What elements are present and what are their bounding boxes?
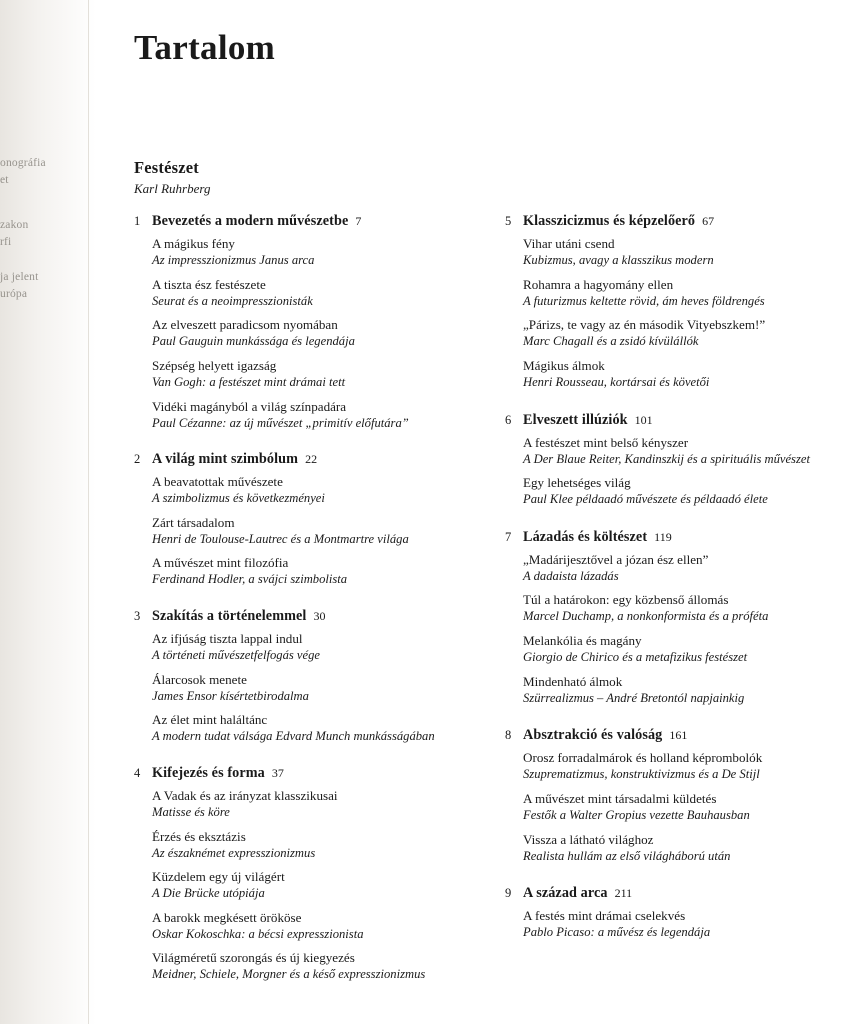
toc-chapter-title: A század arca <box>523 885 608 902</box>
toc-chapter-title: Elveszett illúziók <box>523 411 628 428</box>
bleed-text-line-3: zakon <box>0 219 29 231</box>
toc-chapter-page-number: 22 <box>305 452 318 467</box>
toc-entry[interactable] <box>523 632 834 666</box>
toc-entry[interactable] <box>523 673 834 707</box>
toc-entry-title: A művészet mint társadalmi küldetés <box>523 790 717 806</box>
section-header <box>134 158 464 197</box>
toc-entry-subtitle: Henri de Toulouse-Lautrec és a Montmartre világa <box>152 531 409 546</box>
toc-entry-list <box>505 551 834 707</box>
toc-entry-list <box>134 473 463 588</box>
toc-entry[interactable] <box>152 787 463 821</box>
toc-entry-list <box>505 907 834 941</box>
toc-entry-title: Melankólia és magány <box>523 633 642 648</box>
toc-columns <box>134 212 834 1002</box>
toc-entry-title: Érzés és eksztázis <box>152 828 246 844</box>
toc-entry-title: Szépség helyett igazság <box>152 357 277 373</box>
toc-entry-subtitle: A modern tudat válsága Edvard Munch munkásságában <box>152 729 435 744</box>
toc-chapter-header[interactable] <box>134 764 463 782</box>
toc-entry[interactable] <box>152 473 463 507</box>
section-author: Karl Ruhrberg <box>134 181 211 196</box>
toc-entry-list <box>134 630 463 745</box>
toc-chapter-number: 4 <box>134 765 141 780</box>
toc-chapter[interactable] <box>505 528 834 707</box>
toc-chapter[interactable] <box>134 607 463 745</box>
bleed-text-line-2: et <box>0 174 9 186</box>
toc-entry-title: Túl a határokon: egy közbenső állomás <box>523 592 729 608</box>
toc-entry-title: Vissza a látható világhoz <box>523 831 654 847</box>
toc-chapter-page-number: 161 <box>669 728 688 743</box>
toc-entry-title: Rohamra a hagyomány ellen <box>523 276 674 292</box>
toc-entry-title: Küzdelem egy új világért <box>152 869 285 885</box>
toc-entry[interactable] <box>523 316 834 350</box>
toc-entry[interactable] <box>152 909 463 943</box>
toc-entry[interactable] <box>152 554 463 588</box>
page-edge-line <box>88 0 89 1024</box>
toc-entry[interactable] <box>523 591 834 625</box>
toc-chapter-title: Klasszicizmus és képzelőerő <box>523 213 696 229</box>
toc-entry[interactable] <box>152 235 463 269</box>
toc-entry-subtitle: A történeti művészetfelfogás vége <box>152 648 320 663</box>
toc-chapter-number: 6 <box>505 412 512 427</box>
toc-entry-subtitle: Realista hullám az első világháború után <box>523 848 731 863</box>
toc-entry-subtitle: Henri Rousseau, kortársai és követői <box>523 374 710 389</box>
toc-entry-subtitle: Van Gogh: a festészet mint drámai tett <box>152 374 346 389</box>
toc-entry-title: Orosz forradalmárok és holland képrombolók <box>523 750 763 766</box>
toc-chapter[interactable] <box>134 764 463 983</box>
toc-entry-subtitle: A futurizmus keltette rövid, ám heves földrengés <box>523 293 765 308</box>
toc-entry[interactable] <box>152 671 463 705</box>
toc-chapter[interactable] <box>134 450 463 588</box>
toc-chapter-header[interactable] <box>505 528 834 546</box>
toc-entry-subtitle: James Ensor kísértetbirodalma <box>152 688 309 703</box>
toc-entry-subtitle: Oskar Kokoschka: a bécsi expresszionista <box>152 926 364 941</box>
toc-entry-title: Egy lehetséges világ <box>523 475 631 491</box>
toc-column-right <box>505 212 834 1002</box>
toc-entry-title: A festés mint drámai cselekvés <box>523 908 686 924</box>
toc-entry-subtitle: Az impresszionizmus Janus arca <box>152 253 315 268</box>
toc-entry-title: A barokk megkésett örököse <box>152 909 302 925</box>
toc-chapter-title: Bevezetés a modern művészetbe <box>152 213 349 229</box>
toc-entry-title: Az ifjúság tiszta lappal indul <box>152 631 303 646</box>
toc-entry[interactable] <box>152 316 463 350</box>
toc-chapter-header[interactable] <box>505 411 834 429</box>
toc-entry-subtitle: Ferdinand Hodler, a svájci szimbolista <box>152 572 348 587</box>
toc-entry[interactable] <box>152 828 463 862</box>
toc-entry-title: A festészet mint belső kényszer <box>523 434 689 450</box>
toc-entry-subtitle: Marc Chagall és a zsidó kívülállók <box>523 334 699 349</box>
toc-chapter-title: Szakítás a történelemmel <box>152 608 307 624</box>
toc-chapter-page-number: 119 <box>654 529 672 544</box>
toc-entry-subtitle: Meidner, Schiele, Morgner és a késő expresszionizmus <box>152 967 426 982</box>
bleed-text-line-5: ja jelent <box>0 271 39 283</box>
page-title: Tartalom <box>134 28 276 67</box>
toc-entry[interactable] <box>523 235 834 269</box>
toc-entry[interactable] <box>152 514 463 548</box>
page-gutter-shading <box>0 0 96 1024</box>
toc-entry-subtitle: A Der Blaue Reiter, Kandinszkij és a spirituális művészet <box>523 451 810 466</box>
toc-entry[interactable] <box>523 790 834 824</box>
toc-entry[interactable] <box>523 907 834 941</box>
toc-chapter-page-number: 101 <box>634 412 653 427</box>
toc-entry-subtitle: Paul Klee példaadó művészete és példaadó élete <box>523 492 768 507</box>
toc-entry[interactable] <box>523 276 834 310</box>
bleed-text-line-1: onográfia <box>0 157 46 169</box>
toc-entry-title: „Madárijesztővel a józan ész ellen” <box>523 551 709 567</box>
toc-entry-subtitle: Kubizmus, avagy a klasszikus modern <box>523 253 714 268</box>
toc-entry-subtitle: A szimbolizmus és következményei <box>152 491 325 506</box>
toc-chapter[interactable] <box>505 726 834 864</box>
bleed-text-line-4: rfi <box>0 236 12 248</box>
toc-entry[interactable] <box>523 831 834 865</box>
toc-entry[interactable] <box>152 398 463 432</box>
toc-column-left <box>134 212 463 1002</box>
toc-entry-list <box>505 749 834 864</box>
toc-entry[interactable] <box>152 276 463 310</box>
toc-entry-title: Az élet mint haláltánc <box>152 712 268 728</box>
toc-entry-title: A beavatottak művészete <box>152 474 283 490</box>
toc-entry-subtitle: Festők a Walter Gropius vezette Bauhausban <box>523 807 750 822</box>
toc-entry-subtitle: Szürrealizmus – André Bretontól napjainkig <box>523 690 745 705</box>
toc-entry-subtitle: Paul Gauguin munkássága és legendája <box>152 334 355 349</box>
toc-entry-list <box>505 235 834 391</box>
bleed-text-line-6: urópa <box>0 288 28 300</box>
toc-entry-list <box>134 787 463 983</box>
toc-chapter-header[interactable] <box>505 726 834 744</box>
toc-chapter[interactable] <box>505 884 834 941</box>
toc-chapter-number: 7 <box>505 529 512 544</box>
toc-chapter[interactable] <box>505 212 834 391</box>
toc-entry-subtitle: A dadaista lázadás <box>523 568 619 583</box>
toc-entry[interactable] <box>523 434 834 468</box>
section-title: Festészet <box>134 158 200 177</box>
toc-chapter-page-number: 7 <box>355 214 362 228</box>
toc-entry[interactable] <box>152 868 463 902</box>
toc-chapter-header[interactable] <box>134 607 463 625</box>
toc-entry-subtitle: Giorgio de Chirico és a metafizikus festészet <box>523 650 748 665</box>
toc-entry-title: A Vadak és az irányzat klasszikusai <box>152 787 338 803</box>
toc-chapter-header[interactable] <box>505 884 834 902</box>
toc-chapter-number: 2 <box>134 452 141 467</box>
toc-chapter-title: Absztrakció és valóság <box>523 727 663 744</box>
toc-entry-title: A művészet mint filozófia <box>152 555 289 571</box>
toc-chapter-title: Lázadás és költészet <box>523 528 648 545</box>
toc-entry-subtitle: Paul Cézanne: az új művészet „primitív előfutára” <box>152 415 409 430</box>
toc-entry-title: A tiszta ész festészete <box>152 276 266 292</box>
toc-entry-title: A mágikus fény <box>152 236 235 251</box>
toc-entry[interactable] <box>152 630 463 664</box>
toc-page <box>96 0 864 1024</box>
toc-chapter-number: 5 <box>505 214 512 228</box>
toc-entry-subtitle: Marcel Duchamp, a nonkonformista és a próféta <box>523 609 769 624</box>
toc-chapter-header[interactable] <box>134 212 463 230</box>
toc-entry[interactable] <box>523 357 834 391</box>
toc-entry-title: Az elveszett paradicsom nyomában <box>152 317 338 333</box>
toc-entry[interactable] <box>523 474 834 508</box>
toc-entry-list <box>505 434 834 508</box>
toc-entry[interactable] <box>152 949 463 983</box>
toc-entry-title: Mágikus álmok <box>523 357 605 373</box>
toc-entry-subtitle: Szuprematizmus, konstruktivizmus és a De Stijl <box>523 767 760 782</box>
toc-entry[interactable] <box>523 749 834 783</box>
toc-entry-title: Vidéki magányból a világ színpadára <box>152 398 347 414</box>
toc-chapter[interactable] <box>505 411 834 508</box>
toc-chapter-header[interactable] <box>505 212 834 230</box>
toc-chapter-header[interactable] <box>134 450 463 468</box>
toc-chapter-number: 8 <box>505 728 512 743</box>
toc-chapter-number: 1 <box>134 214 141 228</box>
toc-entry-title: „Párizs, te vagy az én második Vityebszkem!” <box>523 317 766 333</box>
toc-entry[interactable] <box>152 711 463 745</box>
toc-chapter[interactable] <box>134 212 463 431</box>
toc-chapter-title: A világ mint szimbólum <box>152 451 299 468</box>
toc-entry-list <box>134 235 463 431</box>
toc-entry-title: Világméretű szorongás és új kiegyezés <box>152 950 355 966</box>
toc-chapter-page-number: 67 <box>702 214 715 228</box>
toc-chapter-title: Kifejezés és forma <box>152 764 265 781</box>
toc-entry-title: Zárt társadalom <box>152 514 235 530</box>
toc-entry-subtitle: Seurat és a neoimpresszionisták <box>152 293 313 308</box>
toc-entry[interactable] <box>152 357 463 391</box>
toc-chapter-number: 9 <box>505 886 512 901</box>
toc-chapter-number: 3 <box>134 609 141 623</box>
toc-entry[interactable] <box>523 551 834 585</box>
toc-entry-subtitle: A Die Brücke utópiája <box>152 886 265 901</box>
toc-entry-subtitle: Matisse és köre <box>152 804 230 819</box>
toc-chapter-page-number: 37 <box>271 765 284 780</box>
toc-entry-subtitle: Pablo Picaso: a művész és legendája <box>523 925 711 940</box>
toc-chapter-page-number: 211 <box>614 886 633 901</box>
toc-chapter-page-number: 30 <box>313 609 326 623</box>
toc-entry-title: Álarcosok menete <box>152 671 247 687</box>
toc-entry-subtitle: Az északnémet expresszionizmus <box>152 845 316 860</box>
toc-entry-title: Vihar utáni csend <box>523 236 615 251</box>
toc-entry-title: Mindenható álmok <box>523 673 623 689</box>
